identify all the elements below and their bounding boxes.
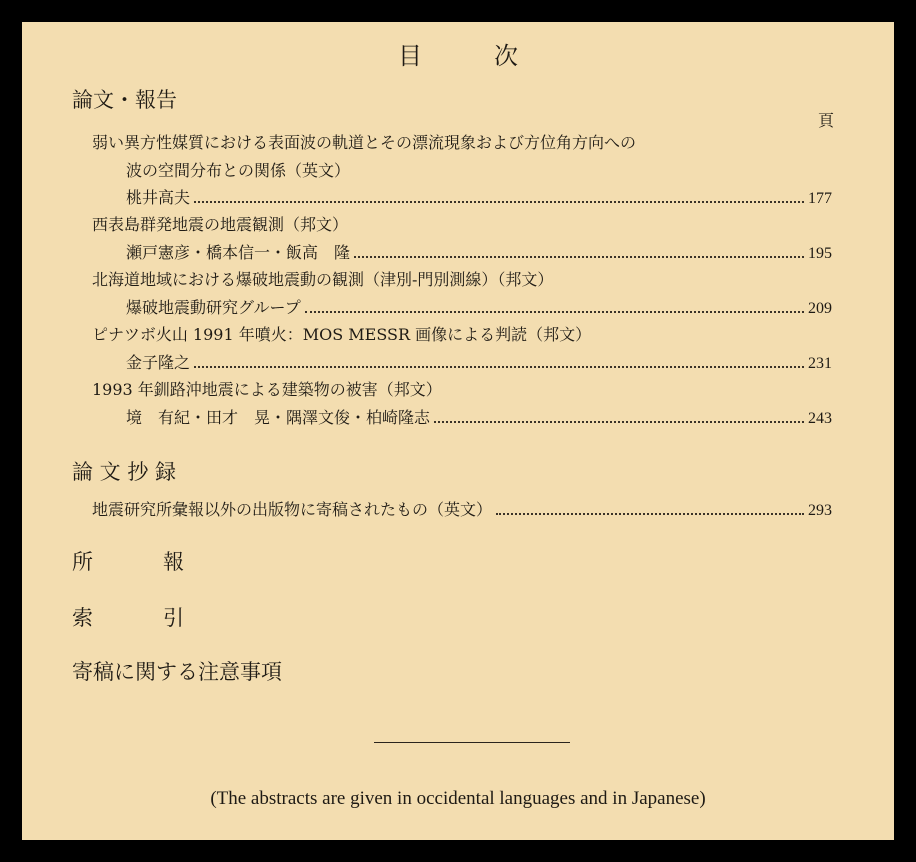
entry-authors: 瀬戸憲彦・橋本信一・飯高 隆 [126,243,351,262]
entry-page-number: 243 [808,410,832,427]
dot-leader [194,366,804,368]
entry-page-number: 195 [808,245,832,262]
entry-authors: 金子隆之 [126,353,191,372]
entry-title: 西表島群発地震の地震観測（邦文） [92,215,349,234]
entry-page-number: 293 [808,502,832,519]
entry-authors: 桃井高夫 [126,188,191,207]
toc-entry-row[interactable] [126,350,832,373]
entry-page-number: 231 [808,355,832,372]
entry-authors: 爆破地震動研究グループ [126,298,301,317]
dot-leader [305,311,804,313]
dot-leader [354,256,804,258]
page-title: 目 次 [398,42,518,70]
dot-leader [496,513,804,515]
entry-page-number: 209 [808,300,832,317]
entry-title: 北海道地域における爆破地震動の観測（津別-門別測線）（邦文） [92,270,554,289]
entry-title: 波の空間分布との関係（英文） [126,161,351,180]
toc-entry-row[interactable] [126,405,832,428]
section-heading-submission-notes[interactable]: 寄稿に関する注意事項 [72,660,282,684]
toc-entry-row[interactable] [126,295,832,318]
toc-entry-row[interactable] [92,497,832,520]
divider [374,742,570,743]
entry-title: 1993 年釧路沖地震による建築物の被害（邦文） [92,380,442,399]
section-heading-abstracts: 論 文 抄 録 [72,460,177,484]
dot-leader [434,421,804,423]
section-heading-institute-news[interactable]: 所 報 [72,550,184,574]
dot-leader [194,201,804,203]
entry-title: 地震研究所彙報以外の出版物に寄稿されたもの（英文） [92,500,493,519]
entry-authors: 境 有紀・田才 晃・隅澤文俊・柏崎隆志 [126,408,431,427]
entry-title: 弱い異方性媒質における表面波の軌道とその漂流現象および方位角方向への [92,133,637,152]
section-heading-index[interactable]: 索 引 [72,606,184,630]
entry-title: ピナツボ火山 1991 年噴火：MOS MESSR 画像による判読（邦文） [92,325,592,344]
footer-note: (The abstracts are given in occidental languages and in Japanese) [210,788,706,809]
toc-entry-row[interactable] [126,185,832,208]
section-heading-papers: 論文・報告 [72,88,177,112]
entry-page-number: 177 [808,190,832,207]
document-page [22,22,894,840]
page-column-label: 頁 [818,111,835,130]
toc-entry-row[interactable] [126,240,832,263]
